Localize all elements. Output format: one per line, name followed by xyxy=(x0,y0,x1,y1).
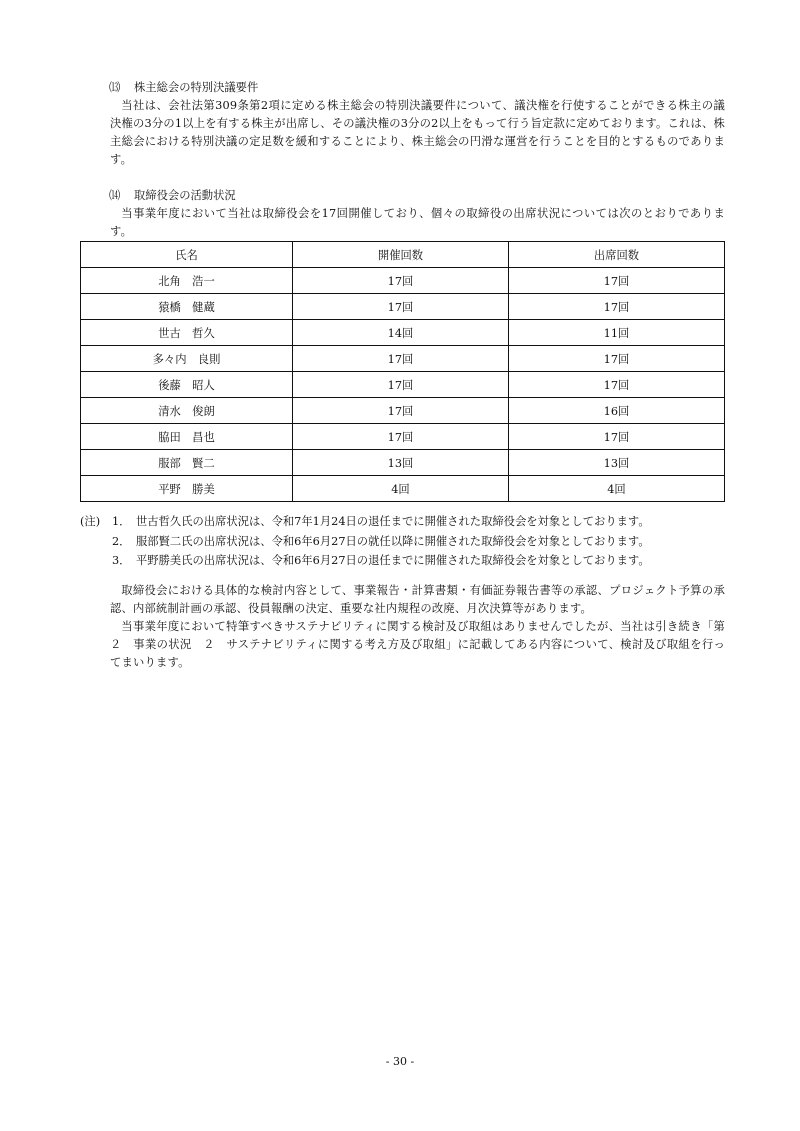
table-row xyxy=(81,294,725,320)
table-row xyxy=(81,476,725,502)
section-heading xyxy=(80,187,725,205)
cell-held: 17回 xyxy=(293,424,509,450)
section-number: ⒀ xyxy=(109,81,121,94)
board-discussion-body xyxy=(80,582,725,672)
table-row xyxy=(81,450,725,476)
cell-attended: 17回 xyxy=(509,424,725,450)
section-title: 株主総会の特別決議要件 xyxy=(134,81,259,94)
page-number: - 30 - xyxy=(385,1055,415,1068)
cell-name: 脇田 昌也 xyxy=(81,424,293,450)
cell-name: 北角 浩一 xyxy=(81,268,293,294)
paragraph: 取締役会における具体的な検討内容として、事業報告・計算書類・有価証券報告書等の承認、プロジェクト予算の承認、内部統制計画の承認、役員報酬の決定、重要な社内規程の改廃、月次決算等があります。 xyxy=(110,584,725,615)
cell-held: 13回 xyxy=(293,450,509,476)
cell-attended: 13回 xyxy=(509,450,725,476)
cell-held: 14回 xyxy=(293,320,509,346)
header-held: 開催回数 xyxy=(293,242,509,268)
note-number: 3． xyxy=(112,554,131,567)
paragraph: 当事業年度において特筆すべきサステナビリティに関する検討及び取組はありませんでしたが、当社は引き続き「第２ 事業の状況 ２ サステナビリティに関する考え方及び取組」に記載してある内容について、検討及び取組を行ってまいります。 xyxy=(110,620,725,669)
cell-held: 4回 xyxy=(293,476,509,502)
cell-attended: 17回 xyxy=(509,268,725,294)
cell-name: 清水 俊朗 xyxy=(81,398,293,424)
header-name: 氏名 xyxy=(81,242,293,268)
table-row xyxy=(81,346,725,372)
cell-attended: 17回 xyxy=(509,372,725,398)
note-item xyxy=(80,532,730,552)
table-row xyxy=(81,372,725,398)
section-heading xyxy=(80,79,725,97)
cell-name: 平野 勝美 xyxy=(81,476,293,502)
note-text: 平野勝美氏の出席状況は、令和6年6月27日の退任までに開催された取締役会を対象としております。 xyxy=(136,554,650,567)
cell-held: 17回 xyxy=(293,268,509,294)
table-row xyxy=(81,398,725,424)
cell-attended: 16回 xyxy=(509,398,725,424)
cell-name: 後藤 昭人 xyxy=(81,372,293,398)
table-header-row xyxy=(81,242,725,268)
section-board-activity xyxy=(80,187,725,241)
table-row xyxy=(81,424,725,450)
attendance-table xyxy=(80,241,725,502)
note-number: 2． xyxy=(112,534,131,548)
section-body: 当社は、会社法第309条第2項に定める株主総会の特別決議要件について、議決権を行使することができる株主の議決権の3分の1以上を有する株主が出席し、その議決権の3分の2以上をもって行う旨定款に定めております。これは、株主総会における特別決議の定足数を緩和することにより、株主総会の円滑な運営を行うことを目的とするものであります。 xyxy=(110,99,725,166)
cell-name: 服部 賢二 xyxy=(81,450,293,476)
note-number: 1． xyxy=(112,515,131,528)
section-special-resolution xyxy=(80,79,725,169)
note-item xyxy=(80,551,730,571)
cell-held: 17回 xyxy=(293,398,509,424)
note-text: 世古哲久氏の出席状況は、令和7年1月24日の退任までに開催された取締役会を対象としております。 xyxy=(136,515,650,528)
cell-held: 17回 xyxy=(293,346,509,372)
notes-block xyxy=(80,512,730,571)
header-attended: 出席回数 xyxy=(509,242,725,268)
cell-attended: 11回 xyxy=(509,320,725,346)
section-title: 取締役会の活動状況 xyxy=(134,189,236,202)
table-row xyxy=(81,268,725,294)
cell-held: 17回 xyxy=(293,372,509,398)
section-number: ⒁ xyxy=(109,189,121,202)
cell-attended: 4回 xyxy=(509,476,725,502)
cell-name: 多々内 良則 xyxy=(81,346,293,372)
note-text: 服部賢二氏の出席状況は、令和6年6月27日の就任以降に開催された取締役会を対象としております。 xyxy=(136,534,650,548)
cell-held: 17回 xyxy=(293,294,509,320)
table-row xyxy=(81,320,725,346)
note-item xyxy=(80,512,730,532)
cell-attended: 17回 xyxy=(509,294,725,320)
notes-label: (注) xyxy=(80,515,101,528)
cell-name: 猿橋 健蔵 xyxy=(81,294,293,320)
section-body: 当事業年度において当社は取締役会を17回開催しており、個々の取締役の出席状況については次のとおりであります。 xyxy=(110,207,725,238)
cell-name: 世古 哲久 xyxy=(81,320,293,346)
cell-attended: 17回 xyxy=(509,346,725,372)
